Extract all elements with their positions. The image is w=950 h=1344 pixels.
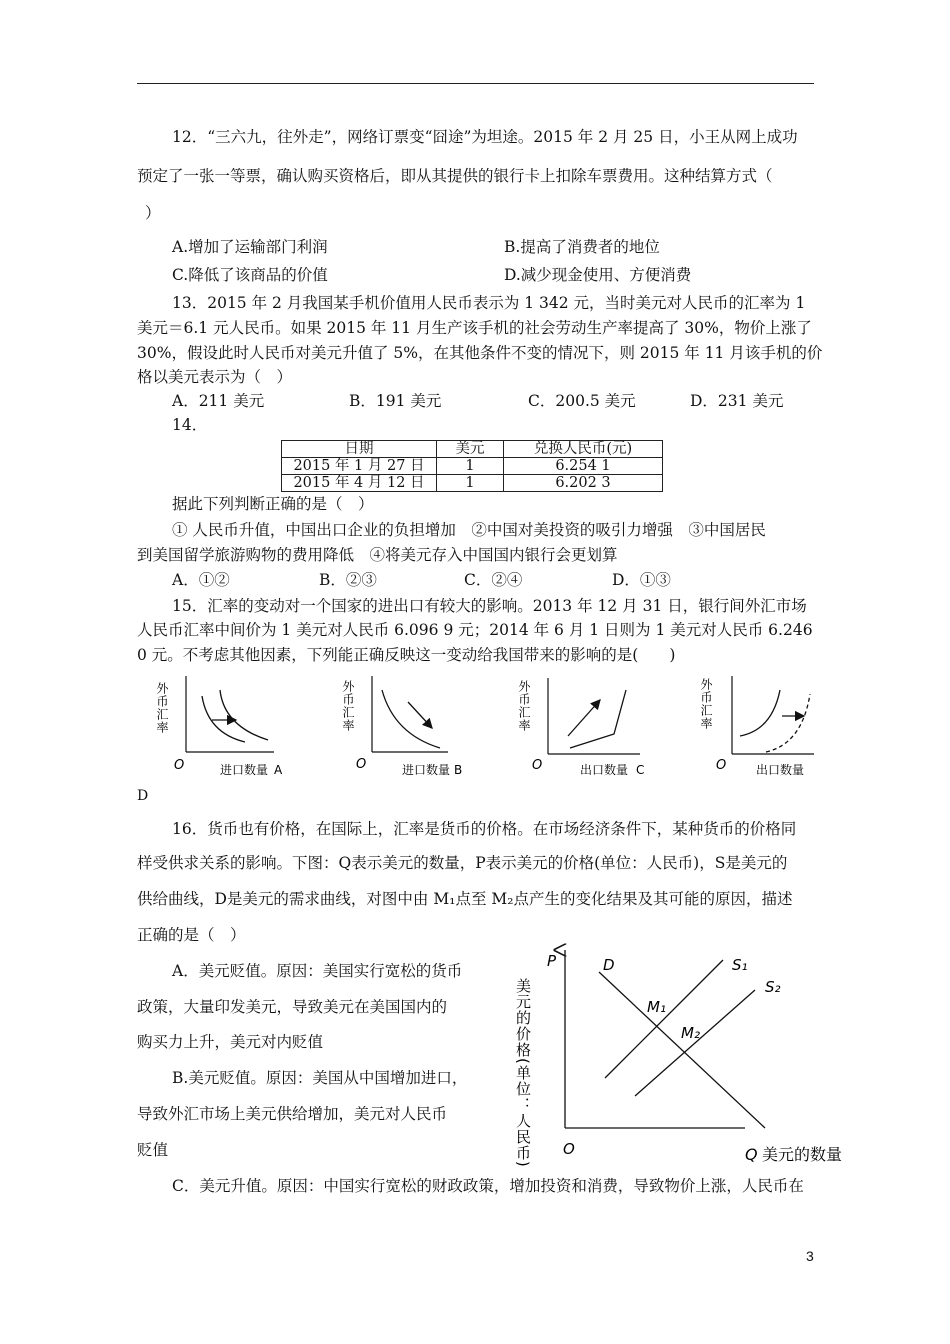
q14-option-c: C．②④: [464, 571, 523, 589]
y-axis-title: 美元的价格(单位：人民币): [514, 978, 532, 1168]
table-row: [282, 475, 663, 492]
q15-graph-c: [517, 678, 644, 777]
origin-label: O: [174, 758, 185, 773]
q16-line2: 样受供求关系的影响。下图：Q表示美元的数量，P表示美元的价格(单位：人民币)，S是美元的: [137, 854, 788, 872]
q14-option-d: D．①③: [612, 571, 671, 589]
origin-label: O: [532, 758, 543, 773]
shift-arrow: [408, 702, 432, 728]
graph-ylabel: 外币汇率: [155, 682, 169, 734]
table-cell: 6.254 1: [504, 458, 663, 475]
q16-option-a-line2: 政策，大量印发美元，导致美元在美国国内的: [137, 998, 448, 1016]
table-cell: 2015 年 4 月 12 日: [282, 475, 437, 492]
graph-xlabel: 出口数量: [756, 763, 805, 777]
q13-line1: 13．2015 年 2 月我国某手机价值用人民币表示为 1 342 元，当时美元对人民币的汇率为 1: [172, 294, 806, 312]
supply-demand-graph: [505, 940, 855, 1170]
x-axis-title: 美元的数量: [762, 1145, 843, 1164]
q16-option-a-line1: A．美元贬值。原因：美国实行宽松的货币: [172, 962, 463, 980]
table-header-cell: 兑换人民币(元): [504, 441, 663, 458]
q16-option-b-line3: 贬值: [137, 1141, 169, 1159]
q15-graphs: [150, 668, 840, 783]
table-row: [282, 458, 663, 475]
s1-label: S₁: [732, 956, 748, 974]
origin-label: O: [716, 758, 727, 773]
shift-arrow: [568, 700, 600, 736]
supply-curve-s1: [605, 960, 723, 1078]
q15-line2: 人民币汇率中间价为 1 美元对人民币 6.096 9 元；2014 年 6 月 1 日则为 1 美元对人民币 6.246: [137, 621, 813, 639]
p-axis-label: P: [547, 952, 557, 970]
graph-option-label: C: [636, 763, 645, 777]
graph-option-label: A: [274, 763, 283, 777]
table-cell: 2015 年 1 月 27 日: [282, 458, 437, 475]
q14-line1: ① 人民币升值，中国出口企业的负担增加 ②中国对美投资的吸引力增强 ③中国居民: [172, 521, 766, 539]
header-rule: [137, 83, 814, 84]
q15-line3: 0 元。不考虑其他因素，下列能正确反映这一变动给我国带来的影响的是( ): [137, 646, 676, 664]
q12-line1: 12．“三六九，往外走”，网络订票变“囧途”为坦途。2015 年 2 月 25 日，小王从网上成功: [172, 128, 798, 146]
curve: [382, 690, 440, 748]
q14-stem: 据此下列判断正确的是（ ）: [172, 495, 374, 513]
graph-xlabel: 出口数量: [580, 763, 629, 777]
q13-option-a: A．211 美元: [172, 392, 265, 410]
q15-graph-b: [341, 676, 462, 777]
q16-line4: 正确的是（ ）: [137, 926, 246, 944]
q16-line1: 16．货币也有价格，在国际上，汇率是货币的价格。在市场经济条件下，某种货币的价格同: [172, 820, 797, 838]
m2-label: M₂: [681, 1024, 700, 1042]
q13-line4: 格以美元表示为（ ）: [137, 368, 293, 386]
curve: [570, 690, 626, 748]
graph-xlabel: 进口数量: [220, 763, 269, 777]
q15-option-d-label: D: [137, 788, 149, 804]
page-number: 3: [806, 1248, 814, 1264]
q16-line3: 供给曲线，D是美元的需求曲线，对图中由 M₁点至 M₂点产生的变化结果及其可能的原因，描述: [137, 890, 793, 908]
q13-option-d: D．231 美元: [690, 392, 784, 410]
q12-option-d: D.减少现金使用、方便消费: [504, 266, 692, 284]
q14-option-a: A．①②: [172, 571, 230, 589]
table-header-cell: 日期: [282, 441, 437, 458]
q16-option-c-line1: C．美元升值。原因：中国实行宽松的财政政策，增加投资和消费，导致物价上涨，人民币在: [172, 1177, 804, 1195]
q16-option-b-line2: 导致外汇市场上美元供给增加，美元对人民币: [137, 1105, 448, 1123]
table-cell: 6.202 3: [504, 475, 663, 492]
q15-graph-a: [155, 676, 283, 777]
table-header-cell: 美元: [437, 441, 504, 458]
graph-ylabel: 外币汇率: [699, 678, 713, 730]
q13-line3: 30%，假设此时人民币对美元升值了 5%，在其他条件不变的情况下，则 2015 年 11 月该手机的价: [137, 344, 823, 362]
s2-label: S₂: [765, 978, 781, 996]
q16-option-b-line1: B.美元贬值。原因：美国从中国增加进口，: [172, 1069, 468, 1087]
q12-option-a: A.增加了运输部门利润: [172, 238, 328, 256]
graph-ylabel: 外币汇率: [517, 680, 531, 732]
exchange-rate-table: [281, 440, 663, 492]
origin-label: O: [356, 757, 367, 772]
curve: [740, 690, 780, 736]
q12-line2: 预定了一张一等票，确认购买资格后，即从其提供的银行卡上扣除车票费用。这种结算方式（: [137, 167, 773, 185]
curve: [220, 690, 268, 740]
q12-option-c: C.降低了该商品的价值: [172, 266, 328, 284]
graph-ylabel: 外币汇率: [341, 680, 355, 732]
origin-label: O: [563, 1140, 575, 1158]
table-cell: 1: [437, 458, 504, 475]
graph-option-label: B: [454, 763, 463, 777]
q13-line2: 美元＝6.1 元人民币。如果 2015 年 11 月生产该手机的社会劳动生产率提高了 30%，物价上涨了: [137, 319, 812, 337]
m1-label: M₁: [647, 998, 666, 1016]
demand-label: D: [603, 956, 615, 974]
table-header-row: [282, 441, 663, 458]
q14-line2: 到美国留学旅游购物的费用降低 ④将美元存入中国国内银行会更划算: [137, 546, 618, 564]
q14-option-b: B．②③: [319, 571, 377, 589]
q13-option-b: B．191 美元: [349, 392, 442, 410]
q-axis-label: Q: [745, 1145, 758, 1164]
q12-line3: ）: [145, 204, 161, 222]
q15-line1: 15．汇率的变动对一个国家的进出口有较大的影响。2013 年 12 月 31 日，银行间外汇市场: [172, 597, 807, 615]
table-cell: 1: [437, 475, 504, 492]
graph-xlabel: 进口数量: [402, 763, 451, 777]
dashed-curve: [766, 694, 810, 752]
q14-number: 14．: [172, 416, 208, 434]
q16-option-a-line3: 购买力上升，美元对内贬值: [137, 1033, 324, 1051]
demand-curve-d: [599, 972, 765, 1128]
q15-graph-d: [699, 676, 814, 777]
q13-option-c: C．200.5 美元: [528, 392, 636, 410]
q12-option-b: B.提高了消费者的地位: [504, 238, 660, 256]
